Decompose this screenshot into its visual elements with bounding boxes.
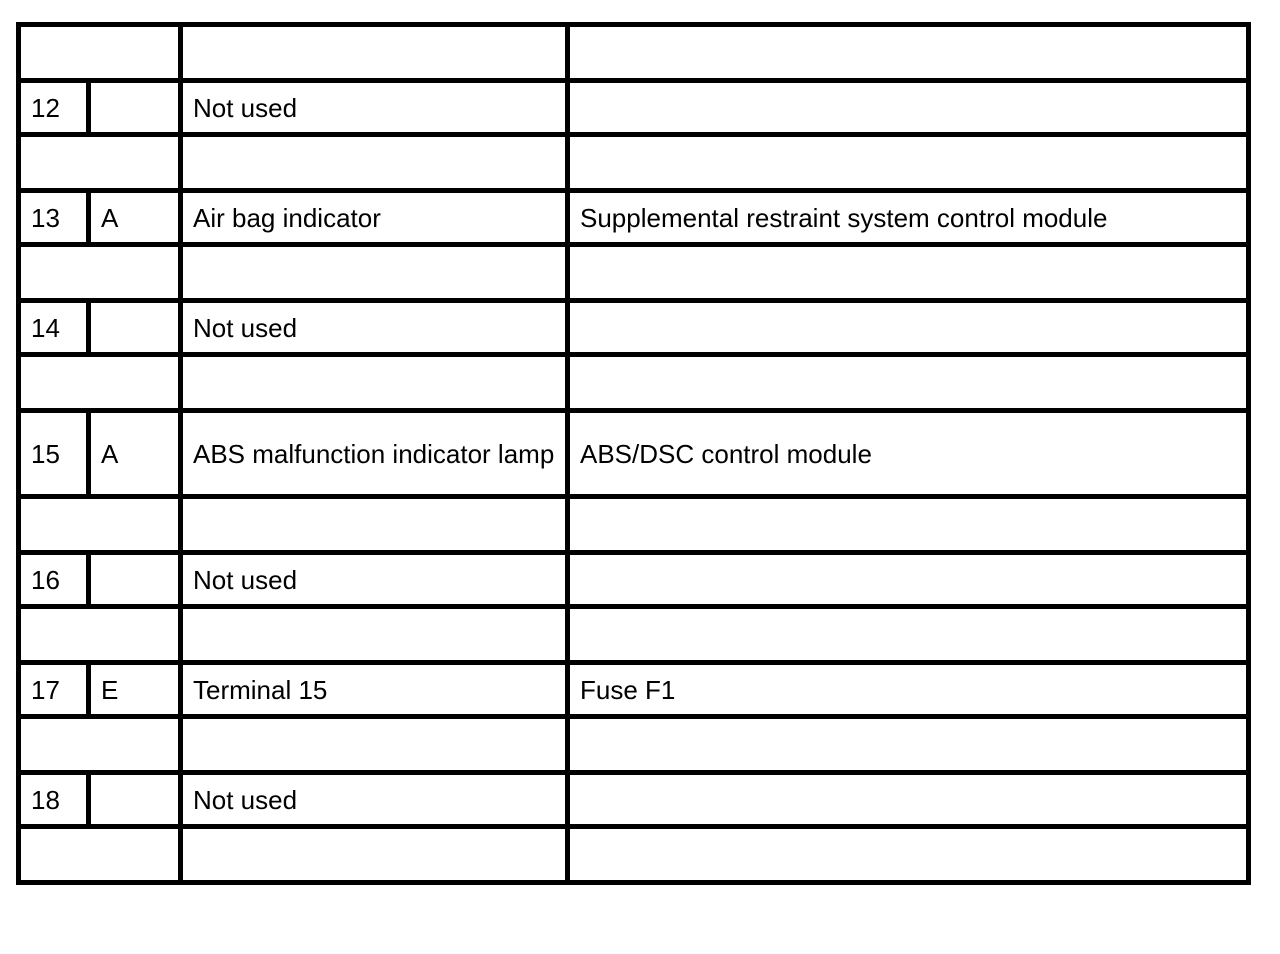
- blank-cell: [19, 25, 181, 81]
- circuit-type-cell: E: [89, 663, 181, 717]
- pin-number-cell: 15: [19, 411, 89, 497]
- blank-cell: [181, 245, 568, 301]
- connection-cell: [568, 773, 1249, 827]
- pinout-table: [16, 22, 1251, 885]
- table-row: [19, 81, 1249, 135]
- table-row: [19, 301, 1249, 355]
- table-row: [19, 663, 1249, 717]
- blank-cell: [568, 245, 1249, 301]
- blank-row: [19, 25, 1249, 81]
- table-row: [19, 773, 1249, 827]
- circuit-type-cell: [89, 81, 181, 135]
- function-cell: Not used: [181, 773, 568, 827]
- connection-cell: ABS/DSC control module: [568, 411, 1249, 497]
- circuit-type-cell: A: [89, 191, 181, 245]
- blank-row: [19, 717, 1249, 773]
- pin-number-cell: 18: [19, 773, 89, 827]
- blank-cell: [19, 355, 181, 411]
- pin-number-cell: 12: [19, 81, 89, 135]
- blank-row: [19, 355, 1249, 411]
- function-cell: Not used: [181, 553, 568, 607]
- circuit-type-cell: [89, 301, 181, 355]
- table-row: [19, 553, 1249, 607]
- blank-cell: [19, 827, 181, 883]
- blank-row: [19, 135, 1249, 191]
- connection-cell: Fuse F1: [568, 663, 1249, 717]
- circuit-type-cell: A: [89, 411, 181, 497]
- blank-cell: [568, 355, 1249, 411]
- blank-cell: [568, 827, 1249, 883]
- blank-cell: [181, 25, 568, 81]
- blank-cell: [568, 25, 1249, 81]
- blank-cell: [181, 355, 568, 411]
- blank-row: [19, 827, 1249, 883]
- blank-cell: [19, 135, 181, 191]
- blank-cell: [19, 245, 181, 301]
- connection-cell: [568, 301, 1249, 355]
- pin-number-cell: 17: [19, 663, 89, 717]
- connection-cell: [568, 81, 1249, 135]
- function-cell: Terminal 15: [181, 663, 568, 717]
- blank-cell: [568, 135, 1249, 191]
- blank-cell: [568, 497, 1249, 553]
- blank-cell: [568, 607, 1249, 663]
- table-row: [19, 191, 1249, 245]
- pin-number-cell: 14: [19, 301, 89, 355]
- connection-cell: Supplemental restraint system control module: [568, 191, 1249, 245]
- function-cell: Air bag indicator: [181, 191, 568, 245]
- circuit-type-cell: [89, 553, 181, 607]
- function-cell: Not used: [181, 301, 568, 355]
- connection-cell: [568, 553, 1249, 607]
- pinout-table-body: [19, 25, 1249, 883]
- pin-number-cell: 16: [19, 553, 89, 607]
- blank-cell: [181, 717, 568, 773]
- blank-cell: [568, 717, 1249, 773]
- function-cell: ABS malfunction indicator lamp: [181, 411, 568, 497]
- blank-cell: [19, 717, 181, 773]
- function-cell: Not used: [181, 81, 568, 135]
- blank-cell: [181, 827, 568, 883]
- blank-cell: [181, 607, 568, 663]
- blank-row: [19, 497, 1249, 553]
- blank-row: [19, 607, 1249, 663]
- blank-cell: [19, 607, 181, 663]
- pin-number-cell: 13: [19, 191, 89, 245]
- table-row: [19, 411, 1249, 497]
- blank-cell: [181, 497, 568, 553]
- circuit-type-cell: [89, 773, 181, 827]
- blank-cell: [181, 135, 568, 191]
- blank-row: [19, 245, 1249, 301]
- blank-cell: [19, 497, 181, 553]
